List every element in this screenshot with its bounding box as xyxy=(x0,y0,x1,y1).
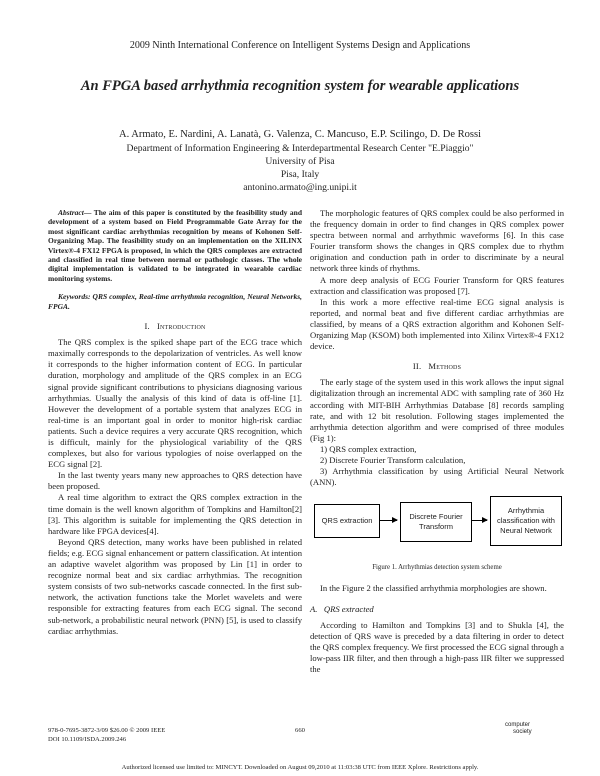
intro-paragraph-2: In the last twenty years many new approaches to QRS detection have been proposed. xyxy=(48,470,302,492)
university: University of Pisa xyxy=(265,156,335,167)
subsection-a-title: QRS extracted xyxy=(323,604,374,615)
subsection-a-paragraph: According to Hamilton and Tompkins [3] and to Shukla [4], the detection of QRS wave is preceded by a data filtering in order to detect the QRS complex frequency. We first processed the ECG signal through a low-pass IIR filter, and then through a high-pass IIR filter we suppressed the xyxy=(310,619,564,674)
footer-doi: DOI 10.1109/ISDA.2009.246 xyxy=(48,736,127,743)
figure-1-caption: Figure 1. Arrhythmias detection system scheme xyxy=(372,564,502,572)
city: Pisa, Italy xyxy=(280,169,320,180)
footer-isbn: 978-0-7695-3872-3/09 $26.00 © 2009 IEEE xyxy=(48,727,166,734)
logo-line-2: society xyxy=(513,728,532,735)
methods-list-item-1: 1) QRS complex extraction, xyxy=(320,443,417,454)
right-paragraph-1: The morphologic features of QRS complex could be also performed in the frequency domain in order to find changes in QRS complex power spectra between normal and arrhythmic waveforms [6]. In this case Fourier transform shows the changes in QRS complex due to rhythm origination and conduction path in order to discriminate by a neural network three kinds of rhythms. xyxy=(310,208,564,274)
abstract-text: — The aim of this paper is constituted by the feasibility study and development of a system based on Field Programmable Gate Array for the most significant cardiac arrhythmias recognition by means of Kohonen Self-Organizing Map. The feasibility study on an implementation on the XILINX Virtex®-4 FX12 FPGA is proposed, in which the QRS complexes are extracted and classified in real time between normal or pathologic classes. The whole digital implementation is validated to be integrated in wearable cardiac monitoring systems. xyxy=(48,208,302,283)
affiliation: Department of Information Engineering & Interdepartmental Research Center "E.Piaggio" xyxy=(126,143,474,154)
abstract-label: Abstract xyxy=(58,208,84,217)
right-paragraph-2: A more deep analysis of ECG Fourier Transform for QRS features extraction and classification was proposed [7]. xyxy=(310,274,564,296)
author-names: A. Armato, E. Nardini, A. Lanatà, G. Valenza, C. Mancuso, E.P. Scilingo, D. De Rossi xyxy=(118,129,481,140)
page-number: 660 xyxy=(295,727,305,734)
left-column xyxy=(48,208,302,637)
right-paragraph-3: In this work a more effective real-time ECG signal analysis is reported, and normal beat and five different cardiac arrhythmias are classified, by means of a QRS extraction algorithm and Kohonen Self-Organizing Map (KSOM) both implemented into Xilinx Virtex®-4 FX12 device. xyxy=(310,296,564,352)
section-1-heading xyxy=(48,321,302,332)
author-block xyxy=(0,128,600,194)
section-1-number: I. xyxy=(144,321,150,332)
box-dft: Discrete Fourier Transform xyxy=(400,502,472,542)
right-column xyxy=(310,208,564,675)
methods-paragraph: The early stage of the system used in this work allows the input signal digitalization through an incremental ADC with sampling rate of 360 Hz according with MIT-BIH Arrhythmias Database [8] records sampling rate, and with 12 bit resolution. Following stages implemented the arrhythmia detection algorithm and were comprised of three modules (Fig 1): xyxy=(310,377,564,443)
intro-paragraph-4: Beyond QRS detection, many works have been published in related fields; e.g. ECG signal enhancement or pattern classification. At intention an adaptive wavelet algorithm was proposed by Lin [1] in order to recognize normal beat and six cardiac arrhythmias. The recognition system consists of two sub-networks cascade connected. In the first sub-network, the activation functions take the Morlet wavelets and were responsible for extracting features from each ECG signal. The second sub-network, a probabilistic neural network (PNN) [5], is used to classify cardiac arrhythmias. xyxy=(48,536,302,636)
conference-header: 2009 Ninth International Conference on Intelligent Systems Design and Applications xyxy=(129,40,471,51)
subsection-a-heading xyxy=(310,604,564,615)
section-2-number: II. xyxy=(412,361,422,372)
computer-society-logo xyxy=(505,722,532,735)
figure-1-diagram xyxy=(310,494,564,550)
authorized-use-notice: Authorized licensed use limited to: MINCYT. Downloaded on August 09,2010 at 11:03:38 UTC from IEEE Xplore. Restrictions apply. xyxy=(121,764,479,771)
logo-line-1: computer xyxy=(505,722,531,728)
subsection-a-label: A. xyxy=(310,604,318,615)
section-1-title: Introduction xyxy=(156,321,206,332)
methods-list-item-2: 2) Discrete Fourier Transform calculation, xyxy=(320,454,466,465)
abstract xyxy=(48,208,302,283)
paper-title: An FPGA based arrhythmia recognition system for wearable applications xyxy=(80,78,520,94)
footer-left xyxy=(48,726,165,744)
keywords: Keywords: QRS complex, Real-time arrhythmia recognition, Neural Networks, FPGA. xyxy=(48,292,302,311)
section-2-heading xyxy=(310,361,564,372)
box-classification: Arrhythmia classification with Neural Network xyxy=(490,496,562,546)
after-figure-paragraph: In the Figure 2 the classified arrhythmia morphologies are shown. xyxy=(320,583,547,594)
intro-paragraph-1: The QRS complex is the spiked shape part of the ECG trace which maximally corresponds to the depolarization of ventricles. As well know it corresponds to the higher information content of ECG. In particular duration, morphology and amplitude of the QRS complex in an ECG signal provide significant contributions to physicians diagnosing various arrhythmias. Usually the analysis of this kind of data is off-line [1]. However the development of a portable system that analyzes ECG in real-time is an important goal in order to monitor high-risk cardiac patients. Such a device requires a very accurate QRS recognition, which is difficult, mainly for the physiological variability of the QRS complexes, but also for various typologies of noise overlapped on the ECG signal [2]. xyxy=(48,337,302,470)
author-email: antonino.armato@ing.unipi.it xyxy=(243,182,357,193)
arrow-1 xyxy=(379,520,397,521)
methods-list-item-3: 3) Arrhythmia classification by using Artificial Neural Network (ANN). xyxy=(310,466,564,488)
section-2-title: Methods xyxy=(428,361,462,372)
intro-paragraph-3: A real time algorithm to extract the QRS complex extraction in the time domain is the well known algorithm of Tompkins and Hamilton[2][3]. This algorithm is suitable for implementing the QRS detection in hardware like FPGA devices[4]. xyxy=(48,492,302,536)
arrow-2 xyxy=(471,520,487,521)
box-qrs-extraction: QRS extraction xyxy=(314,504,380,538)
